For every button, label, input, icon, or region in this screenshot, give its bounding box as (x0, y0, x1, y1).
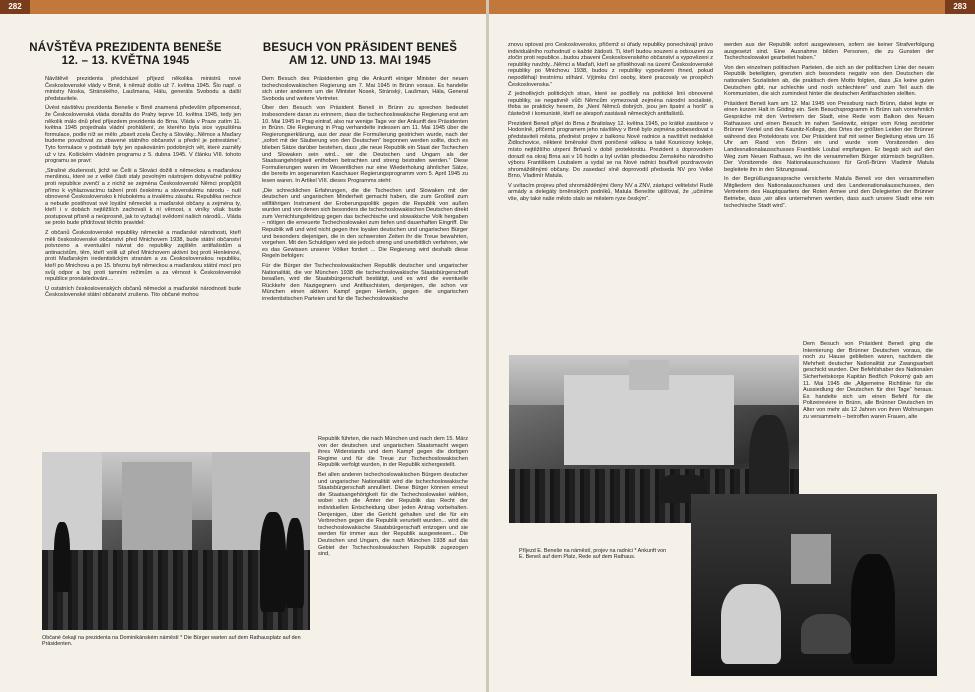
top-bar (0, 0, 486, 14)
paragraph: U ostatních československých občanů německé a maďarské národnosti bude Československé státní občanství zrušeno. Tito občané mohou (45, 285, 241, 299)
caption-right: Příjezd E. Beneše na náměstí, projev na radnici * Ankunft von E. Beneš auf dem Platz, Rede auf dem Rathaus. (519, 548, 667, 561)
heading-german-title: BESUCH VON PRÄSIDENT BENEŠ (262, 42, 458, 54)
heading-czech (18, 42, 233, 68)
caption-left: Občané čekají na prezidenta na Dominikánském náměstí * Die Bürger warten auf dem Rathausplatz auf den Präsidenten. (42, 635, 301, 648)
page-number-left: 282 (0, 0, 30, 14)
heading-german (250, 42, 470, 68)
heading-czech-date: 12. – 13. KVĚTNA 1945 (61, 55, 190, 67)
top-bar (489, 0, 975, 14)
paragraph: Bei allen anderen tschechoslowakischen Bürgern deutscher und ungarischer Nationalität wird die tschechoslowakische Staatsbürgerschaft annulliert. Diese Bürger können erneut die Staatsangehörigkeit für die Tschechoslowakei wählen, wobei sich die Ämter der Republik das Recht der individuellen Entscheidung über jeden Antrag vorbehalten. Denjenigen, über die Gericht gehalten und die für ein Verbrechen gegen die Republik verurteilt wurden... wird die tschechoslowakische Staatsbürgerschaft entzogen und sie werden für immer aus der Republik ausgewiesen... Die Deutschen und Ungarn, die nach München 1938 auf das Gebiet der Tschechoslowakischen Republik zugezogen sind, (318, 471, 468, 558)
paragraph: Dem Besuch von Präsident Beneš ging die Internierung der Brünner Deutschen voraus, die noch zu Hause geblieben waren, nachdem die Mehrheit deutscher Nationalität zur Zwangsarbeit geschickt wurden. Der Befehlshaber des Nationalen Sicherheitskorps Kapitän Bedřich Pokorný gab am 11. Mai 1945 die „Allgemeine Richtlinie für die Aussiedlung der Deutschen für drei Tage“ heraus. Es handelte sich um einen Befehl für die Polizeireviere in Brünn, alle Brünner Deutschen im Alter von mehr als 12 Jahren von ihren Wohnungen zu versammeln – betroffen waren Frauen, alte (803, 341, 933, 420)
paragraph: Úvést návštěvu prezidenta Beneše v Brně znamená především připomenout, že Československá vláda doražila do Prahy teprve 10. května 1945, tedy jen několik málo dnů před příjezdem prezidenta do Brna. Vláda v Praze zatím 11. května 1945 projednala vládní prohlášení, ze kterého byla sice vypuštěna formulace, podle níž se mělo „zbavit zcela Čechy a Slováky...Němce a Maďary budeme považovat za zbavené státního občanství a přední je potrestáme“. Tyto formulace v podstatě byly jen opakováním podobných vět, které zazněly už v tzv. Košickém vládním programu z 5. dubna 1945. V článku VIII. tohoto programu se pravi: (45, 105, 241, 165)
paragraph: Z jednotlivých politických stran, které se podílely na politické linii obnovené republiky, se negativně vůči Němcům vymezovali zejména národní socialisté, třeba se prakticky hesem, že „Není Němců dobrých, jsou jen špatní a horší“ a částečně i komunisté, kteří se alespoň zastávali německých antifašistů. (508, 91, 713, 117)
photo-speech-hall (691, 494, 937, 676)
column-german-1 (262, 76, 468, 431)
paragraph: Prezident Beneš přijel do Brna z Bratislavy 12. května 1945, po krátké zastávce v Hodoníně, přičemž programem jeho návštěvy v Brně bylo zejména pobesedovat s představiteli města, přednést projev z balkonu Nové radnice a navštívit nedaleké Židlochovice, některé brněnské čtvrti poničené válkou a také Kounicovy koleje, místo nejtěžšího utrpení Brňanů v době protektorátu. Prezident s doprovodem dorazil na okraj Brna asi v 16 hodin a byl uvítán předsedou Zemského národního výboru Františkem Loubalem a vydal se na Nové radnici bouřlivě pozdravován shromážděnými občany. Do zasedací síně doprovodil předseda NV pro Velké Brno, Vladimír Matula. (508, 120, 713, 180)
page-number-right: 283 (945, 0, 975, 14)
paragraph: werden aus der Republik sofort ausgewiesen, sofern sie keiner Strafverfolgung ausgesetzt sind. Eine Ausnahme bilden Personen, die zu Gunsten der Tschechoslowakei gearbeitet haben.“ (724, 42, 934, 62)
column-german-2 (318, 436, 468, 676)
paragraph: In der Begrüßungsansprache versicherte Matula Beneš vor den versammelten Mitgliedern des Nationalausschusses und des Landesnationalausschusses, den Vertretern des Hauptquartiers der Roten Armee und den Delegierten der Brünner Betriebe, dass „wir alles unternehmen werden, dass auch unsere Stadt eine rein tschechische Stadt wird“. (724, 176, 934, 209)
paragraph: Z občanů Československé republiky německé a maďarské národnosti, kteří měli československé občanství před Mnichovem 1938, bude státní občanství potvrzeno a eventuální návrat do republiky zajištěn antifašistům a antinacistům, těm, kteří volili už před Mnichovem aktivní boj proti Henleinovi, proti Maďarským iredentistickým stranám a za Československou republiku, kteří po Mnichovu a po 15. březnu byli německou a maďarskou státní mocí pro svůj odpor a boj proti tamním režimům a za věrnost k Československé republice pronásledováni.... (45, 230, 241, 283)
paragraph: Von den einzelnen politischen Parteien, die sich an der politischen Linie der neuen Republik beteiligten, grenzten sich besonders negativ von den Deutschen die nationalen Sozialisten ab, die praktisch dem Motto folgten, dass „Es keine guten Deutschen gibt, nur schlechte und noch schlechtere“ und zum Teil auch die Kommunisten, die sich zumindest hinter die deutschen Antifaschisten stellten. (724, 64, 934, 98)
column-czech-1 (45, 76, 241, 441)
paragraph: Dem Besuch des Präsidenten ging die Ankunft einiger Minister der neuen tschechoslowakischen Regierung am 7. Mai 1945 in Brünn voraus. Es handelte sich unter anderem um die Minister Nosek, Stránský, Laušman, Hála, General Svoboda und weitere Vertreter. (262, 76, 468, 102)
heading-german-date: AM 12. UND 13. MAI 1945 (288, 55, 431, 67)
paragraph: V uvítacím projevu před shromážděnými členy NV a ZNV, zástupci velitelství Rudé armády a delegáty brněnských podniků, Matula Benešte ujišťoval, že „učiníme vše, aby také naše město stalo se městem ryze českým“. (508, 182, 713, 203)
right-page (489, 0, 975, 692)
paragraph: Návštěvě prezidenta předcházel příjezd několika ministrů nové Československé vlády v Brně, k němuž došlo už 7. května 1945. Šlo např. o ministry Noska, Stránského, Laušmana, Hálu, generála Svobodu a další představitele. (45, 76, 241, 102)
paragraph: Präsident Beneš kam am 12. Mai 1945 von Pressburg nach Brünn, dabei legte er einen kurzen Halt in Göding ein. Sein Besuchsprogramm in Brünn sah vornehmlich Gespräche mit den Vertretern der Stadt, eine Rede vom Balkon des Neuen Rathauses und einen Besuch im nahen Seelowitz, einiger vom Krieg zerstörter Brünner Viertel und des Kaunitz-Kollegs, des Ortes der größten Leiden der Brünner während des Protektorats vor. Der Präsident traf mit seiner Begleitung etwa um 16 Uhr am Rand von Brünn ein und wurde vom Vorsitzenden des Landesnationalausschusses František Loubal empfangen. Er begab sich auf den Weg zum Neuen Rathaus, wo ihn die versammelten Bürger stürmisch begrüßten. Der Vorsitzende des Nationalausschusses für Groß-Brünn Vladimír Matula begleitete ihn in den Sitzungssaal. (724, 100, 934, 173)
paragraph: Über den Besuch von Präsident Beneš in Brünn zu sprechen bedeutet insbesondere daran zu erinnern, dass die tschechoslowakische Regierung erst am 10. Mai 1945 in Prag eintraf, also nur wenige Tage vor der Ankunft des Präsidenten in Brünn. Die Regierung in Prag verhandelte indessen am 11. Mai 1945 über die Regierungserklärung, aus der zwar die Formulierung gestrichen wurde, nach der „sofort mit der Säuberung von den Deutschen“ begonnen werden sollte, doch es blieben Sätze darüber bestehen, dass „die neue Republik ein Staat der Tschechen und Slowaken sein wird... wir die Deutschen und Ungarn als der Staatsangehörigkeit enthoben betrachten und streng bestrafen werden.“ Diese Formulierungen waren im Wesentlichen nur eine Wiederholung ähnlicher Sätze, die bereits im sogenannten Kaschauer Regierungsprogramm vom 5. April 1945 zu lesen waren. In Artikel VIII. dieses Programms steht: (262, 105, 468, 184)
photo-crowd-square (42, 452, 310, 630)
paragraph: znovu optovat pro Československo, přičemž si úřady republiky ponechávají právo individuálního rozhodnutí o každé žádosti. Ti, kteří budou souzeni a odsouzeni za zločin proti republice...budou zbaveni Československého občanství a vypovězeni z republiky navždy...Němci a Maďaři, kteří se přistěhovali na území Československé republiky po Mnichovu 1938, budou z republiky vypovězeni ihned, pokud nepodléhají trestnímu stíhání. Výjimku činí osoby, které pracovaly ve prospěch Československa.“ (508, 42, 713, 88)
heading-czech-title: NÁVŠTĚVA PREZIDENTA BENEŠE (29, 42, 222, 54)
left-page (0, 0, 486, 692)
column-german-3 (724, 42, 934, 342)
paragraph: Republik führten, die nach München und nach dem 15. März von der deutschen und ungarischen Staatsmacht wegen ihres Widerstands und dem Kampf gegen die dortigen Regime und für die Treue zur Tschechoslowakischen Republik verfolgt wurden, in der Republik sichergestellt. (318, 436, 468, 469)
column-german-4 (803, 341, 933, 491)
paragraph: „Die schrecklichen Erfahrungen, die die Tschechen und Slowaken mit der deutschen und ungarischen Minderheit gemacht haben, die zum Großteil zum willfährigen Instrument der Eroberungspolitik gegen die Republik von außen wurden und von denen sich besonders die tschechoslowakischen Deutschen direkt zum Vernichtungsfeldzug gegen das tschechische und slowakische Volk hergaben – nötigen die erneuerte Tschechoslowakei zum tiefen und dauerhaften Eingriff. Die Republik will und wird nicht gegen ihre loyalen deutschen und ungarischen Bürger und besonders diejenigen, die in den schwersten Zeiten ihr die Treue bewahrten, vorgehen. Mit den Schuldigen wird sie jedoch streng und unerbittlich verfahren, wie es das Gewissen unserer Völker fordert ... Die Regierung wird deshalb diese Regeln befolgen: (262, 187, 468, 260)
paragraph: „Strašné zkušenosti, jichž se Češi a Slováci dožili s německou a maďarskou menšinou, které se z velké části staly povolným nástrojem dobyvačné politiky proti republice zvenčí a z nichž se zejména Československí Němci propůjčili přímo k vyhlazovacímu tažení proti českému a slovenskému národu - nutí obnovené Československo k hlubokému a trvalému zásahu. Republika nechce a nebude postihovat své loyální německé a maďarské občany a zejména ty, kteří i v dobách nejtěžších zachovali k ní věrnost, s viníky však bude postupovat přísně a neúprosně, jak to vyžadují svědomí našich národů... Vláda se proto bude přidržovat těchto pravidel: (45, 167, 241, 227)
column-czech-2 (508, 42, 713, 342)
paragraph: Für die Bürger der Tschechoslowakischen Republik deutscher und ungarischer Nationalität, die vor München 1938 die tschechoslowakische Staatsbürgerschaft besaßen, wird die Staatsbürgerschaft bestätigt, und es wird die eventuelle Rückkehr den Nazigegnern und Antifaschisten, denjenigen, die schon vor München einen aktiven Kampf gegen Henlein, gegen die ungarischen irredentistischen Parteien und für die Tschechoslowakische (262, 263, 468, 302)
